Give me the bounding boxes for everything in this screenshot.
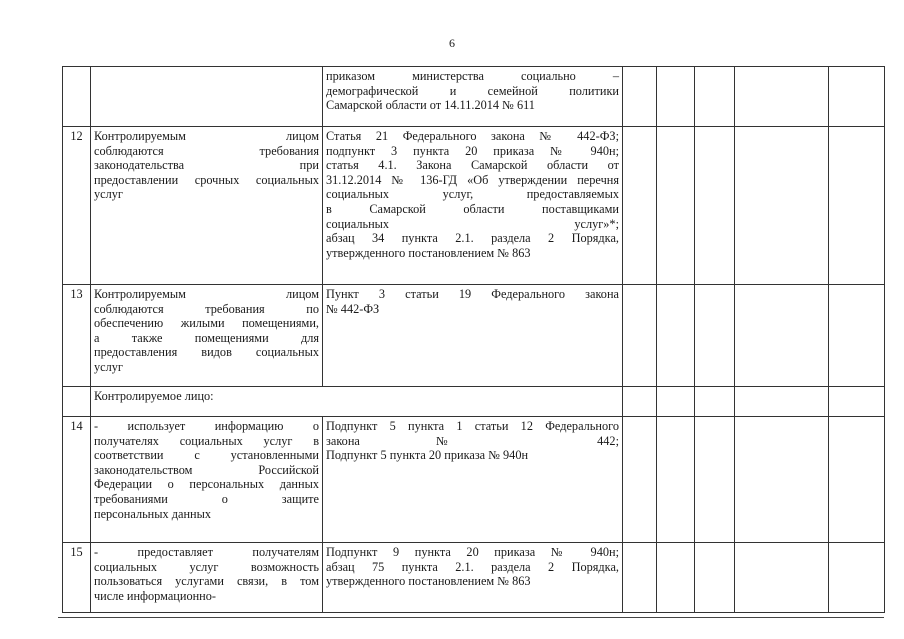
legal-basis-cell bbox=[323, 543, 623, 613]
legal-basis-line: абзац 75 пункта 2.1. раздела 2 Порядка, bbox=[326, 559, 619, 574]
table-row bbox=[63, 285, 885, 387]
legal-basis-cell bbox=[323, 67, 623, 127]
answer-cell bbox=[695, 127, 735, 285]
answer-cell bbox=[657, 285, 695, 387]
answer-cell bbox=[623, 285, 657, 387]
table-row bbox=[63, 67, 885, 127]
legal-basis-line: Подпункт 5 пункта 1 статьи 12 Федерального bbox=[326, 419, 619, 433]
legal-basis-line: Подпункт 5 пункта 20 приказа № 940н bbox=[326, 448, 529, 463]
answer-cell bbox=[735, 127, 829, 285]
requirement-line: Федерации о персональных данных bbox=[94, 477, 319, 492]
answer-cell bbox=[695, 285, 735, 387]
answer-cell bbox=[695, 543, 735, 613]
legal-basis-line: Самарской области от 14.11.2014 № 611 bbox=[326, 98, 535, 113]
page-number: 6 bbox=[449, 36, 455, 50]
requirement-line: законодательством Российской bbox=[94, 462, 319, 477]
legal-basis-cell bbox=[323, 417, 623, 543]
requirement-cell bbox=[91, 417, 323, 543]
answer-cell bbox=[623, 127, 657, 285]
answer-cell bbox=[695, 67, 735, 127]
requirement-line: - предоставляет получателям bbox=[94, 545, 319, 559]
answer-cell bbox=[623, 67, 657, 127]
requirement-line: Контролируемым лицом bbox=[94, 129, 319, 143]
requirement-cell bbox=[91, 285, 323, 387]
requirement-cell bbox=[91, 67, 323, 127]
legal-basis-line: утвержденного постановлением № 863 bbox=[326, 574, 531, 589]
requirement-cell bbox=[91, 127, 323, 285]
table-row bbox=[63, 417, 885, 543]
legal-basis-line: в Самарской области поставщиками bbox=[326, 201, 619, 216]
legal-basis-cell bbox=[323, 285, 623, 387]
answer-cell bbox=[695, 387, 735, 417]
requirement-line: услуг bbox=[94, 359, 123, 374]
answer-cell bbox=[829, 67, 885, 127]
legal-basis-line: 31.12.2014 № 136-ГД «Об утверждении перечня bbox=[326, 172, 619, 187]
legal-basis-line: закона № 442; bbox=[326, 433, 619, 448]
answer-cell bbox=[735, 417, 829, 543]
requirement-line: предоставления видов социальных bbox=[94, 345, 319, 360]
requirement-line: законодательства при bbox=[94, 158, 319, 173]
answer-cell bbox=[735, 285, 829, 387]
page-cut-line bbox=[58, 617, 884, 618]
requirement-line: персональных данных bbox=[94, 506, 212, 521]
requirement-cell bbox=[91, 543, 323, 613]
answer-cell bbox=[657, 387, 695, 417]
answer-cell bbox=[829, 285, 885, 387]
answer-cell bbox=[657, 67, 695, 127]
legal-basis-line: Статья 21 Федерального закона № 442-ФЗ; bbox=[326, 129, 619, 143]
requirement-line: требованиями о защите bbox=[94, 491, 319, 506]
row-number bbox=[63, 67, 91, 127]
checklist-table bbox=[62, 66, 885, 613]
legal-basis-line: № 442-ФЗ bbox=[326, 301, 380, 316]
requirement-line: соблюдаются требования bbox=[94, 143, 319, 158]
requirement-line: числе информационно- bbox=[94, 588, 217, 603]
legal-basis-line: социальных услуг»*; bbox=[326, 216, 619, 231]
requirement-line: услуг bbox=[94, 187, 123, 202]
legal-basis-cell bbox=[323, 127, 623, 285]
legal-basis-line: приказом министерства социально – bbox=[326, 69, 619, 83]
answer-cell bbox=[657, 417, 695, 543]
requirement-line: обеспечению жилыми помещениями, bbox=[94, 316, 319, 331]
answer-cell bbox=[829, 127, 885, 285]
legal-basis-line: утвержденного постановлением № 863 bbox=[326, 245, 531, 260]
legal-basis-line: демографической и семейной политики bbox=[326, 83, 619, 98]
table-row bbox=[63, 543, 885, 613]
requirement-line: Контролируемым лицом bbox=[94, 287, 319, 301]
answer-cell bbox=[623, 543, 657, 613]
requirement-line: предоставлении срочных социальных bbox=[94, 172, 319, 187]
requirement-line: соблюдаются требования по bbox=[94, 301, 319, 316]
legal-basis-line: социальных услуг, предоставляемых bbox=[326, 187, 619, 202]
requirement-line: а также помещениями для bbox=[94, 330, 319, 345]
group-header: Контролируемое лицо: bbox=[91, 387, 623, 417]
answer-cell bbox=[735, 387, 829, 417]
answer-cell bbox=[623, 387, 657, 417]
answer-cell bbox=[829, 387, 885, 417]
row-number: 12 bbox=[63, 127, 91, 285]
legal-basis-line: Подпункт 9 пункта 20 приказа № 940н; bbox=[326, 545, 619, 559]
legal-basis-line: Пункт 3 статьи 19 Федерального закона bbox=[326, 287, 619, 301]
requirement-line: - использует информацию о bbox=[94, 419, 319, 433]
table-row bbox=[63, 387, 885, 417]
legal-basis-line: статья 4.1. Закона Самарской области от bbox=[326, 158, 619, 173]
row-number bbox=[63, 387, 91, 417]
table-row bbox=[63, 127, 885, 285]
legal-basis-line: абзац 34 пункта 2.1. раздела 2 Порядка, bbox=[326, 231, 619, 246]
row-number: 15 bbox=[63, 543, 91, 613]
row-number: 13 bbox=[63, 285, 91, 387]
answer-cell bbox=[829, 417, 885, 543]
answer-cell bbox=[623, 417, 657, 543]
requirement-line: пользоваться услугами связи, в том bbox=[94, 574, 319, 589]
requirement-line: получателях социальных услуг в bbox=[94, 433, 319, 448]
requirement-line: соответствии с установленными bbox=[94, 448, 319, 463]
legal-basis-line: подпункт 3 пункта 20 приказа № 940н; bbox=[326, 143, 619, 158]
answer-cell bbox=[695, 417, 735, 543]
requirement-line: социальных услуг возможность bbox=[94, 559, 319, 574]
answer-cell bbox=[735, 543, 829, 613]
answer-cell bbox=[657, 127, 695, 285]
answer-cell bbox=[735, 67, 829, 127]
answer-cell bbox=[829, 543, 885, 613]
row-number: 14 bbox=[63, 417, 91, 543]
answer-cell bbox=[657, 543, 695, 613]
